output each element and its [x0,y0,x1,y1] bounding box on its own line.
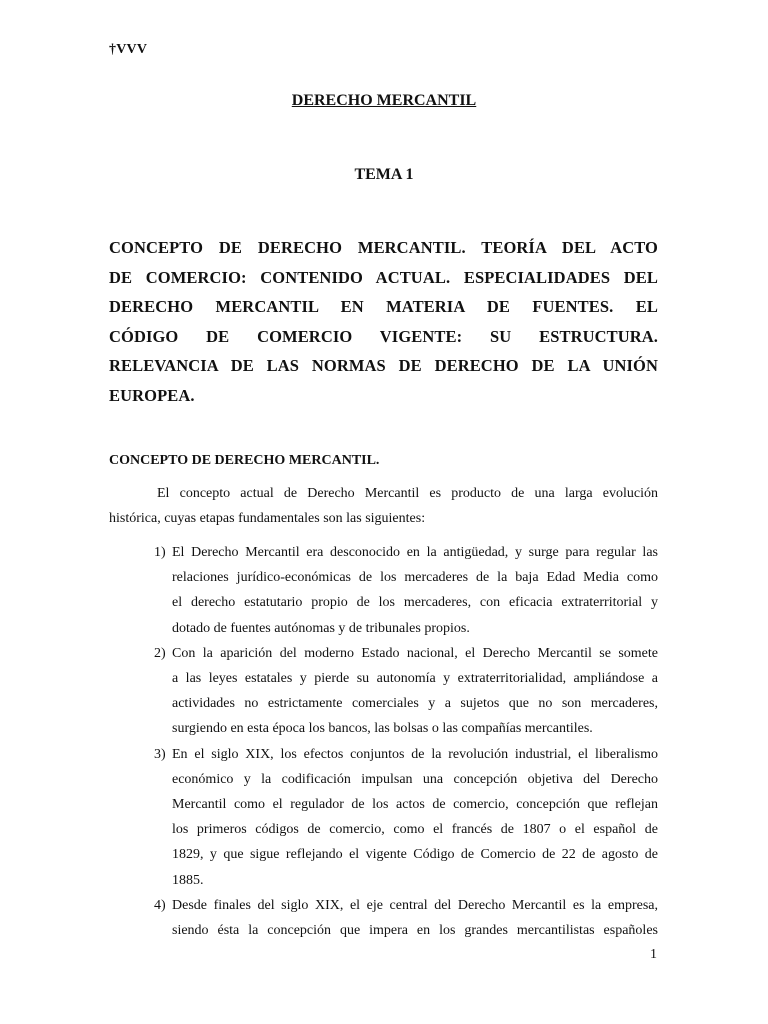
topic-heading-line: CONCEPTO DE DERECHO MERCANTIL. TEORÍA DEL ACTO [109,238,658,257]
list-item-line: el derecho estatutario propio de los mercaderes, con eficacia extraterritorial y [172,595,658,611]
list-item [155,742,658,893]
list-item-line: El Derecho Mercantil era desconocido en la antigüedad, y surge para regular las [172,545,658,560]
list-item-line: dotado de fuentes autónomas y de tribunales propios. [172,620,470,636]
list-item-line: surgiendo en esta época los bancos, las bolsas o las compañías mercantiles. [172,721,593,737]
list-item-line: a las leyes estatales y pierde su autonomía y extraterritorialidad, ampliándose a [172,671,658,687]
list-item-line: siendo ésta la concepción que impera en los grandes mercantilistas españoles [172,923,658,939]
list-item-number: 3) [154,746,166,762]
list-item-line: relaciones jurídico-económicas de los mercaderes de la baja Edad Media como [172,570,658,586]
list-item [155,540,658,641]
header-mark: †VVV [109,42,148,57]
list-item-line: actividades no estrictamente comerciales y a sujetos que no son mercaderes, [172,696,658,712]
intro-line: histórica, cuyas etapas fundamentales son las siguientes: [109,510,426,526]
list-item-line: Mercantil como el regulador de los actos de comercio, concepción que reflejan [172,797,658,813]
list-item-line: los primeros códigos de comercio, como el francés de 1807 o el español de [172,822,658,838]
list-item-line: Con la aparición del moderno Estado nacional, el Derecho Mercantil se somete [172,645,658,661]
evolution-list [155,540,658,943]
page-number: 1 [650,947,657,962]
section-title: CONCEPTO DE DERECHO MERCANTIL. [109,453,380,468]
topic-heading-line: EUROPEA. [109,385,195,405]
list-item-line: 1885. [172,872,204,888]
topic-heading-line: DERECHO MERCANTIL EN MATERIA DE FUENTES. EL [109,297,658,316]
document-title: DERECHO MERCANTIL [291,92,477,109]
list-item-line: 1829, y que sigue reflejando el vigente Código de Comercio de 22 de agosto de [172,847,658,863]
tema-heading: TEMA 1 [354,166,414,183]
topic-heading [109,233,658,410]
list-item-number: 2) [154,645,166,661]
list-item-number: 1) [154,545,166,560]
topic-heading-line: CÓDIGO DE COMERCIO VIGENTE: SU ESTRUCTURA. [109,326,658,346]
list-item-line: Desde finales del siglo XIX, el eje central del Derecho Mercantil es la empresa, [172,897,658,913]
topic-heading-line: RELEVANCIA DE LAS NORMAS DE DERECHO DE LA UNIÓN [109,356,658,375]
list-item-line: económico y la codificación impulsan una concepción objetiva del Derecho [172,771,658,787]
topic-heading-line: DE COMERCIO: CONTENIDO ACTUAL. ESPECIALIDADES DEL [109,267,658,287]
intro-line: El concepto actual de Derecho Mercantil es producto de una larga evolución [157,486,658,501]
list-item [155,641,658,742]
intro-paragraph [109,482,658,531]
list-item-number: 4) [154,897,166,913]
list-item [155,893,658,943]
list-item-line: En el siglo XIX, los efectos conjuntos de la revolución industrial, el liberalismo [172,746,658,762]
